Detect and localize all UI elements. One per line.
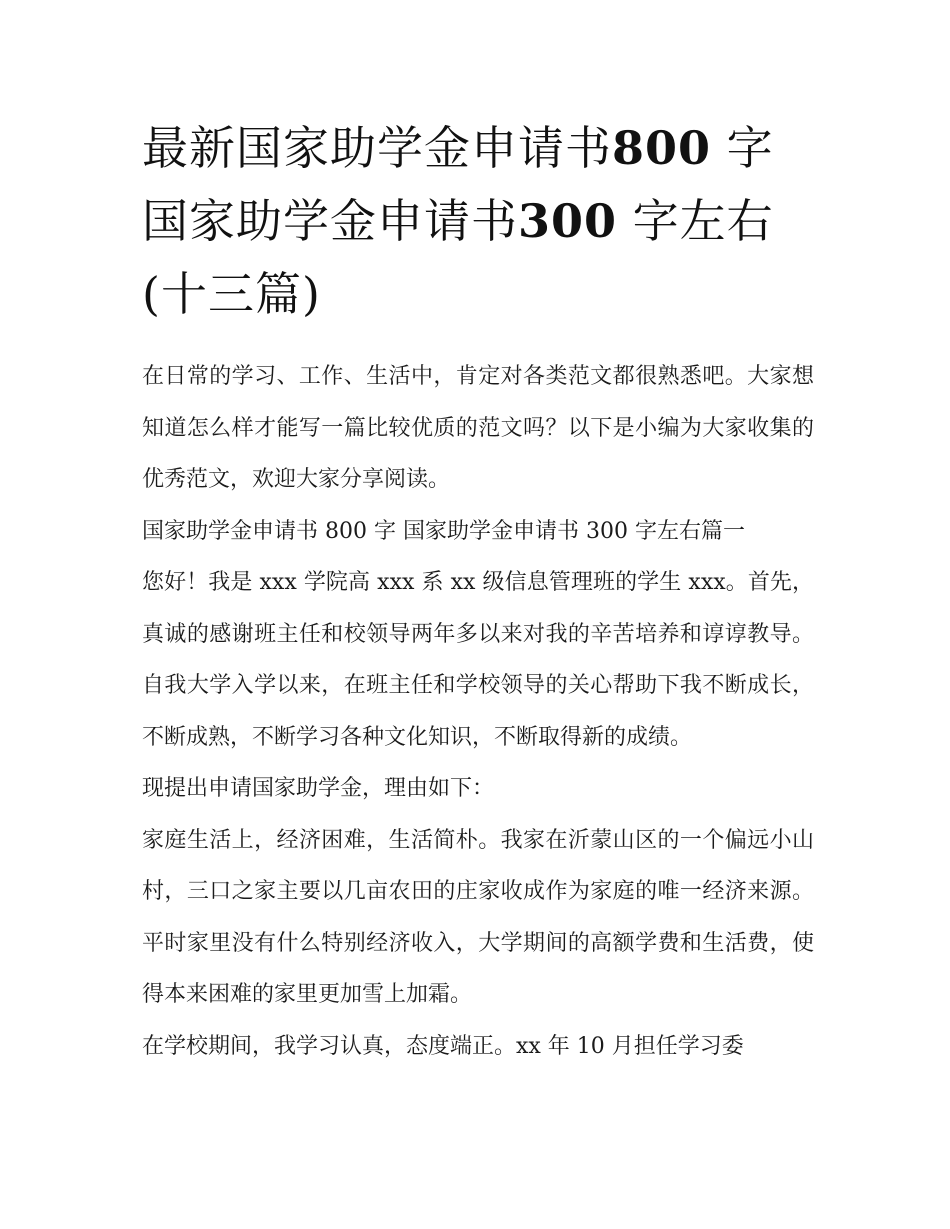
paragraph-school: 在学校期间，我学习认真，态度端正。xx 年 10 月担任学习委 xyxy=(142,1033,744,1059)
title-line-2-text: 国家助学金申请书 xyxy=(142,194,518,248)
title-line-2-number: 300 xyxy=(518,194,618,248)
document-body xyxy=(142,351,814,1072)
paragraph-reasons-intro: 现提出申请国家助学金，理由如下： xyxy=(142,776,495,801)
title-line-1-suffix: 字 xyxy=(711,121,774,175)
title-line-1-text: 最新国家助学金申请书 xyxy=(142,121,612,175)
title-line-2 xyxy=(142,194,774,248)
paragraph-family: 家庭生活上，经济困难，生活简朴。我家在沂蒙山区的一个偏远小山村，三口之家主要以几亩农田的庄家收成作为家庭的唯一经济来源。平时家里没有什么特别经济收入，大学期间的高额学费和生活费，使得本来困难的家里更加雪上加霜。 xyxy=(142,827,814,1007)
paragraph-greeting: 您好！我是 xxx 学院高 xxx 系 xx 级信息管理班的学生 xxx。首先，真诚的感谢班主任和校领导两年多以来对我的辛苦培养和谆谆教导。自我大学入学以来，在班主任和学校领导的关心帮助下我不断成长，不断成熟，不断学习各种文化知识，不断取得新的成绩。 xyxy=(142,570,814,750)
title-line-1-number: 800 xyxy=(612,121,712,175)
paragraph-section-heading: 国家助学金申请书 800 字 国家助学金申请书 300 字左右篇一 xyxy=(142,518,745,544)
paragraph-intro: 在日常的学习、工作、生活中，肯定对各类范文都很熟悉吧。大家想知道怎么样才能写一篇比较优质的范文吗？以下是小编为大家收集的优秀范文，欢迎大家分享阅读。 xyxy=(142,364,814,492)
title-line-2-suffix: 字左右 xyxy=(617,194,774,248)
title-line-1 xyxy=(142,121,774,175)
title-line-3: (十三篇) xyxy=(142,267,321,321)
document-title xyxy=(142,112,822,331)
